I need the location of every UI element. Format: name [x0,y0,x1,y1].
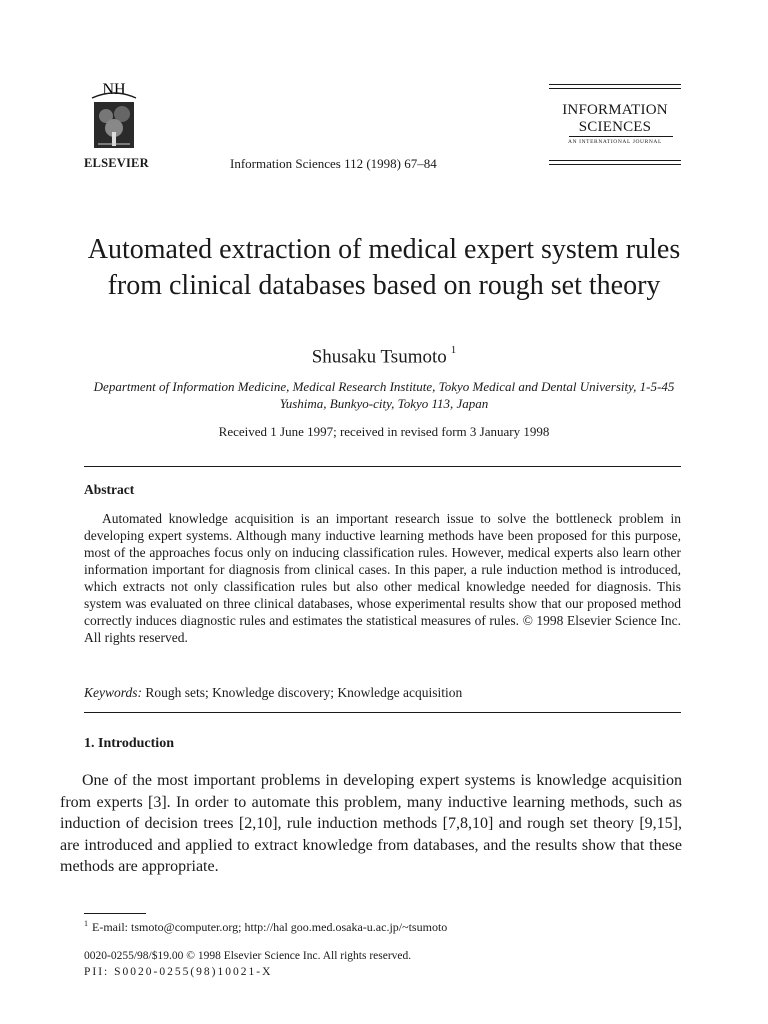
publisher-name: ELSEVIER [84,156,149,170]
footnote-text: E-mail: tsmoto@computer.org; http://hal goo.med.osaka-u.ac.jp/~tsumoto [92,920,448,934]
author-name: Shusaku Tsumoto [311,346,447,368]
introduction-text: One of the most important problems in developing expert systems is knowledge acquisition from experts [3]. In order to automate this problem, many inductive learning methods, such as induction of decision trees [2,10], rule induction methods [7,8,10] and rough set theory [9,15], are introduced and applied to extract knowledge from databases, and the results show that these methods are appropriate. [60,772,682,875]
logo-monogram: NH [102,81,126,98]
elsevier-logo [84,80,144,160]
journal-title-line2: SCIENCES [578,119,652,135]
journal-subtitle: AN INTERNATIONAL JOURNAL [568,139,662,145]
keywords-label: Keywords: [84,685,142,700]
author-affiliation: Department of Information Medicine, Medical Research Institute, Tokyo Medical and Dental University, 1-5-45 Yushima, Bunkyo-city, Tokyo 113, Japan [93,379,675,411]
copyright-line: 0020-0255/98/$19.00 © 1998 Elsevier Science Inc. All rights reserved. [84,950,412,962]
journal-citation: Information Sciences 112 (1998) 67–84 [230,156,437,171]
introduction-heading: 1. Introduction [84,736,174,751]
footnote-rule [84,913,146,914]
pii-line: PII: S0020-0255(98)10021-X [84,966,273,978]
keywords-list: Rough sets; Knowledge discovery; Knowledge acquisition [145,685,463,700]
author-line [60,346,708,368]
abstract-bottom-rule [84,712,681,713]
abstract-top-rule [84,466,681,467]
keywords-line [84,685,462,701]
author-footnote [84,919,447,935]
abstract-heading: Abstract [84,482,135,497]
journal-title-line1: INFORMATION [562,102,668,118]
abstract-text: Automated knowledge acquisition is an important research issue to solve the bottleneck problem in developing expert systems. Although many inductive learning methods have been proposed for this purpose, most of the approaches focus only on inducing classification rules. However, medical experts also learn other information important for diagnosis from clinical cases. In this paper, a rule induction method is introduced, which extracts not only classification rules but also other medical knowledge needed for diagnosis. This system was evaluated on three clinical databases, whose experimental results show that our proposed method correctly induces diagnostic rules and estimates the statistical measures of rules. © 1998 Elsevier Science Inc. All rights reserved. [84,511,681,645]
footnote-mark: 1 [84,919,88,928]
elsevier-tree-icon [84,80,144,160]
received-dates: Received 1 June 1997; received in revised form 3 January 1998 [218,424,550,439]
article-title: Automated extraction of medical expert system rules from clinical databases based on rough set theory [87,234,681,301]
journal-masthead [549,84,681,194]
author-footnote-mark: 1 [450,344,457,356]
